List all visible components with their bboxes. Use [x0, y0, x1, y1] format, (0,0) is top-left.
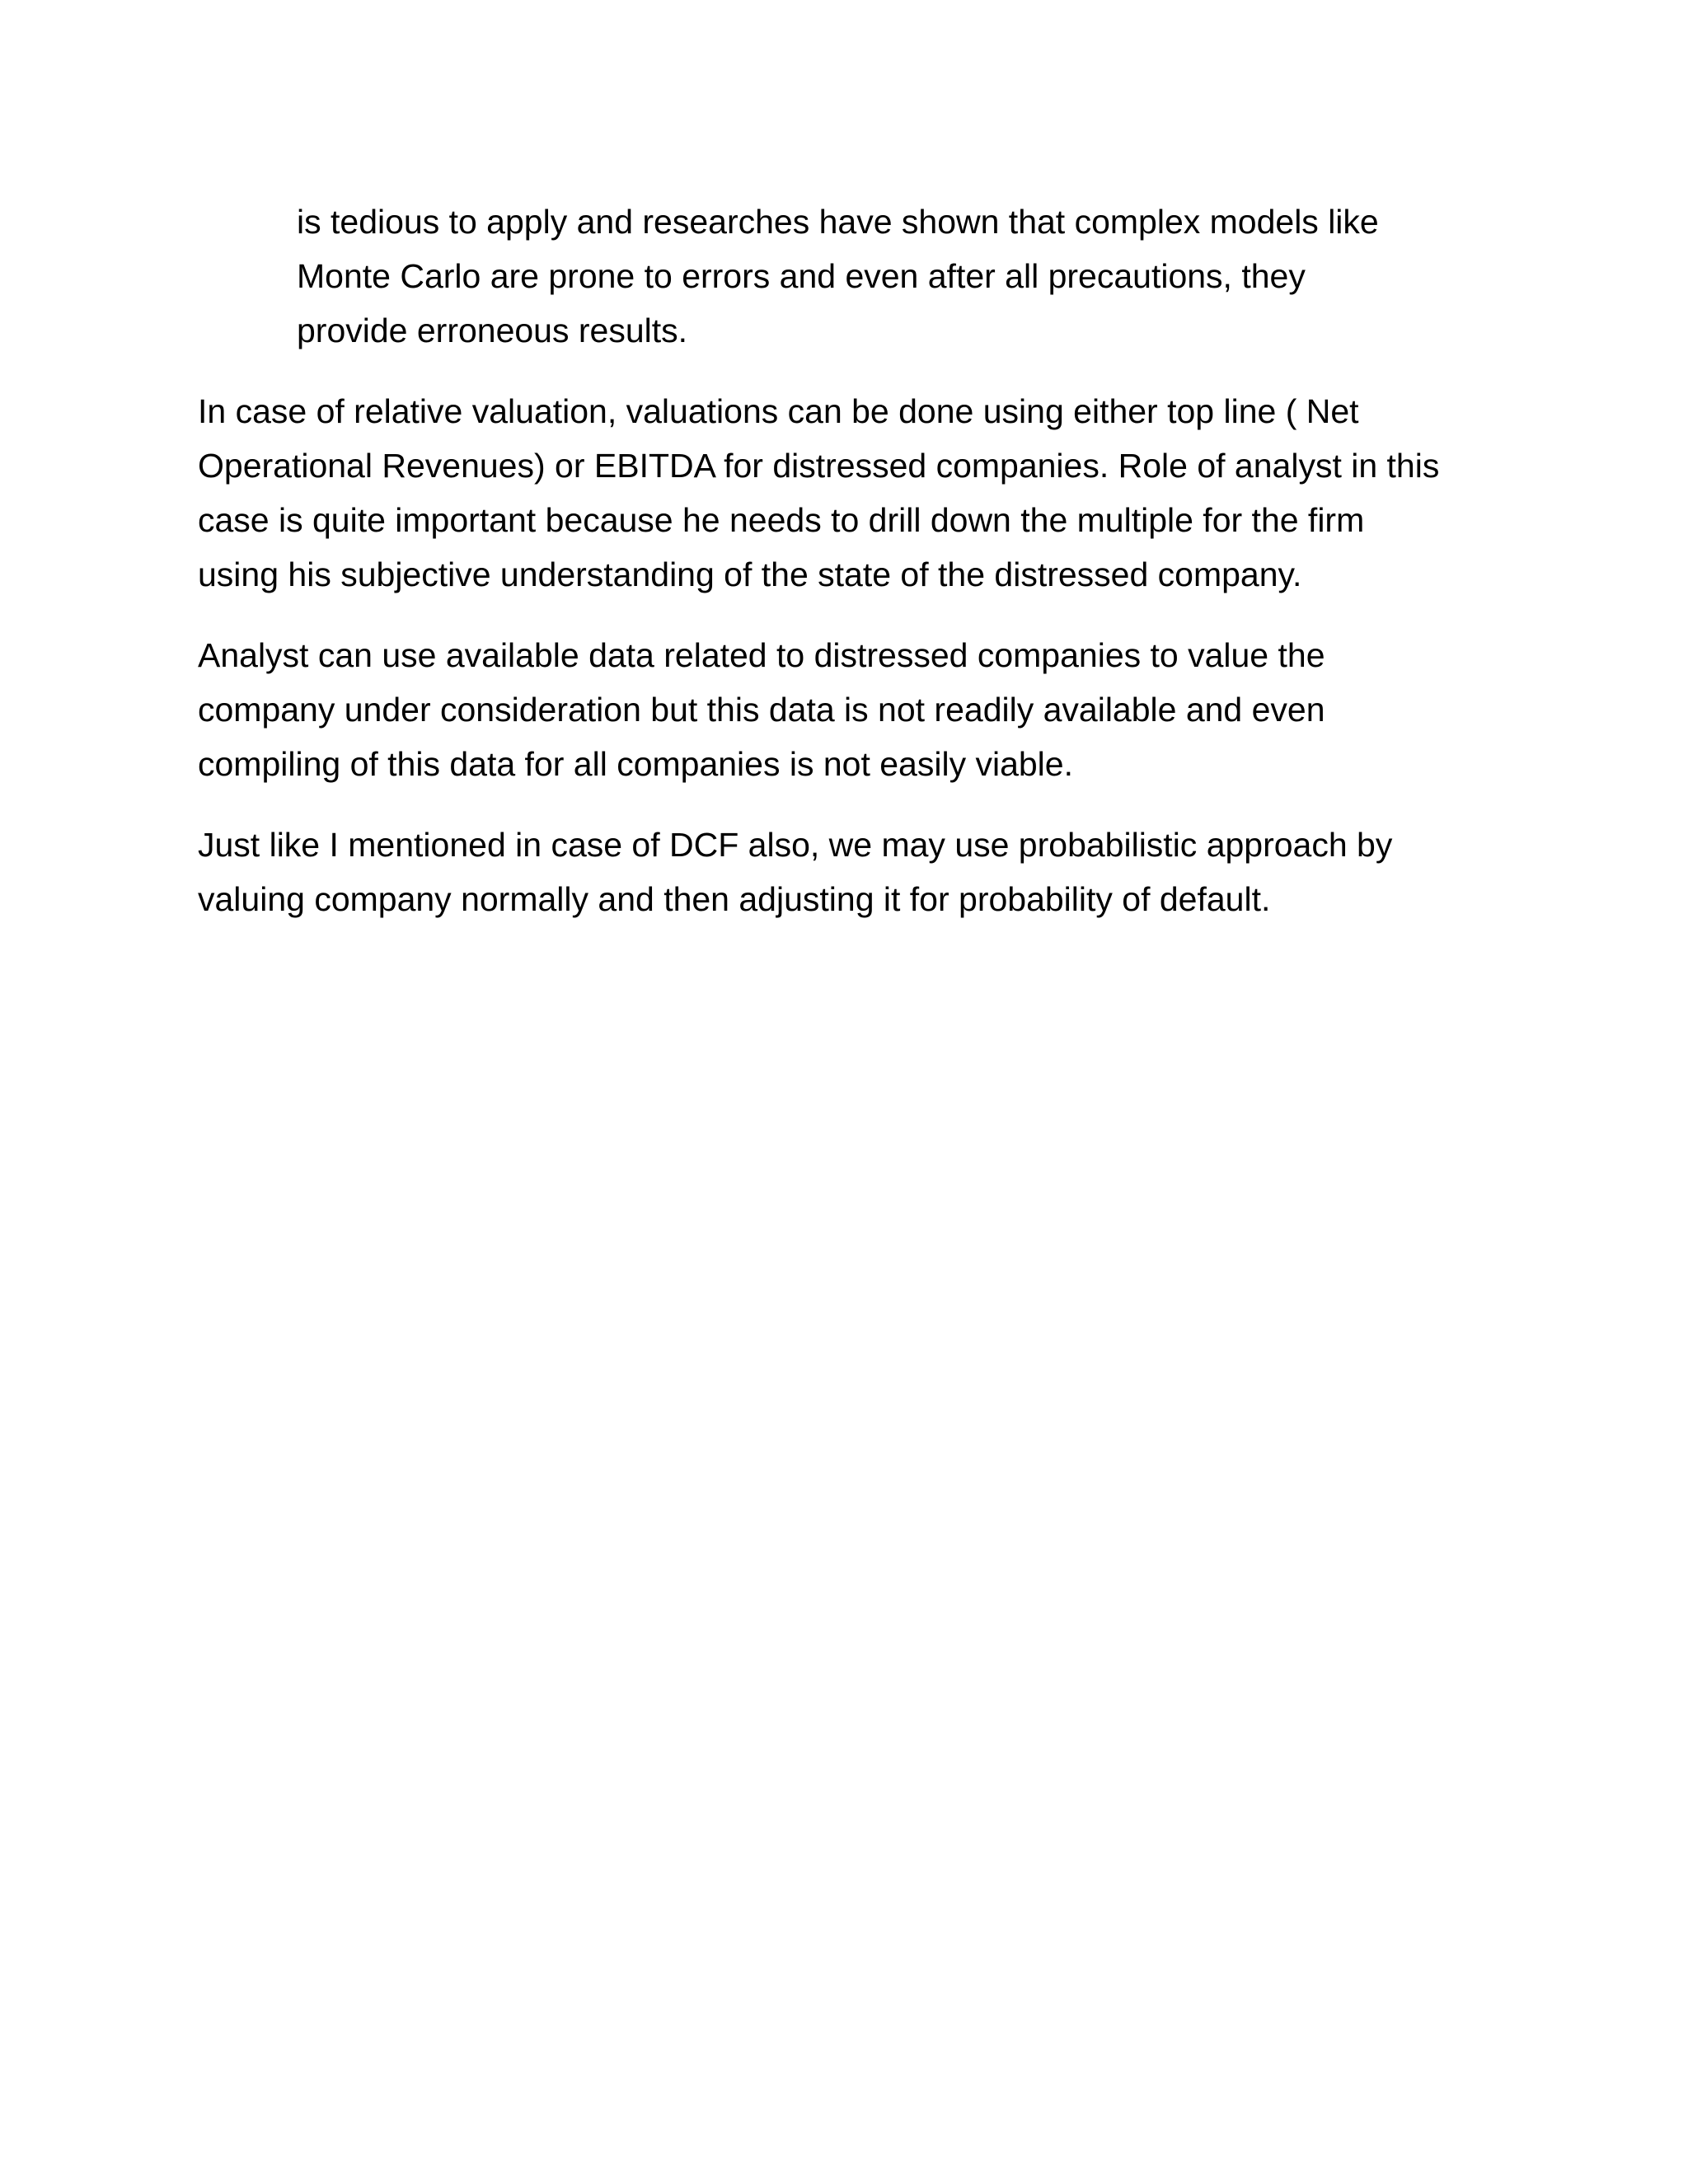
- paragraph-line: using his subjective understanding of the state of the distressed company.: [198, 555, 1302, 593]
- indented-paragraph: [297, 194, 1517, 358]
- relative-valuation-paragraph: [198, 384, 1517, 602]
- paragraph-line: company under consideration but this data is not readily available and even: [198, 691, 1325, 729]
- paragraph-line: provide erroneous results.: [297, 312, 688, 349]
- paragraph-line: In case of relative valuation, valuations can be done using either top line ( Net: [198, 392, 1359, 430]
- paragraph-line: valuing company normally and then adjusting it for probability of default.: [198, 880, 1271, 918]
- paragraph-line: Monte Carlo are prone to errors and even after all precautions, they: [297, 257, 1306, 295]
- paragraph-line: Analyst can use available data related to distressed companies to value the: [198, 636, 1325, 674]
- paragraph-line: Operational Revenues) or EBITDA for distressed companies. Role of analyst in this: [198, 447, 1440, 485]
- paragraph-line: is tedious to apply and researches have shown that complex models like: [297, 203, 1379, 241]
- probabilistic-approach-paragraph: [198, 818, 1517, 926]
- analyst-data-paragraph: [198, 628, 1517, 791]
- paragraph-line: case is quite important because he needs to drill down the multiple for the firm: [198, 501, 1365, 539]
- paragraph-line: Just like I mentioned in case of DCF also, we may use probabilistic approach by: [198, 826, 1393, 864]
- paragraph-line: compiling of this data for all companies is not easily viable.: [198, 745, 1073, 783]
